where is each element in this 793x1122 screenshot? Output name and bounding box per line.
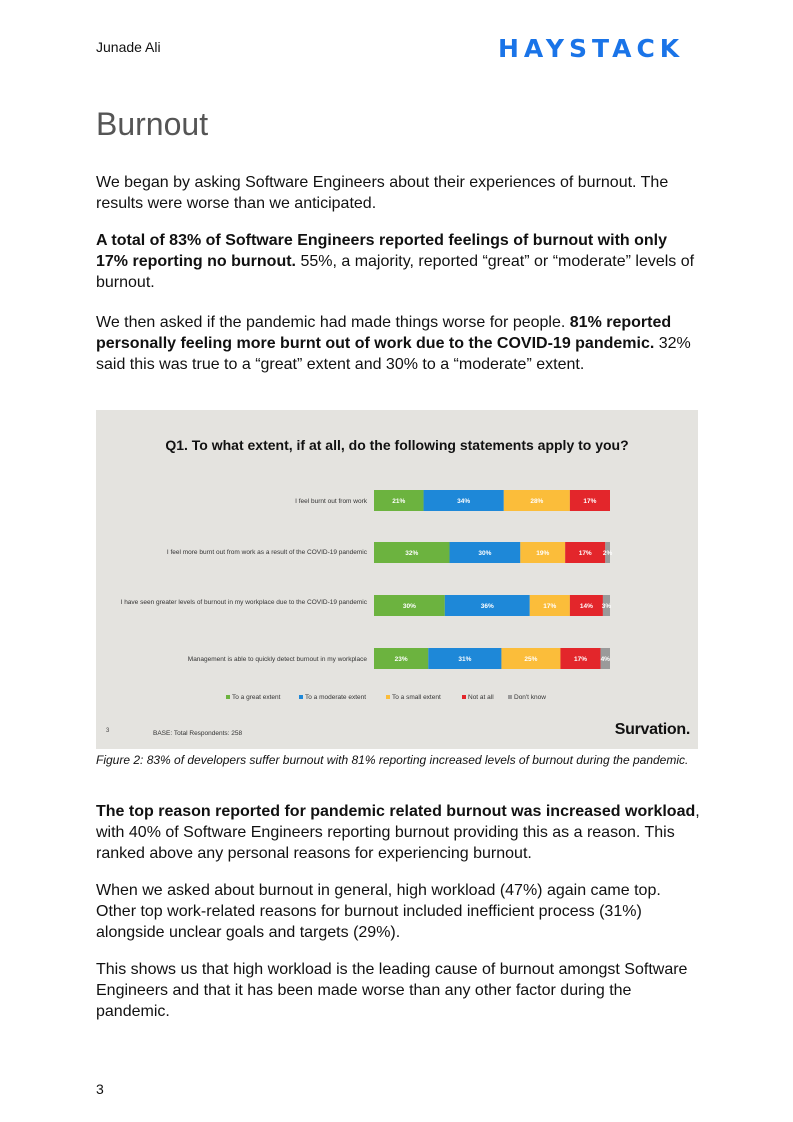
figure-caption: Figure 2: 83% of developers suffer burnout with 81% reporting increased levels of burnout during the pandemic. [96,753,689,767]
bar-value-label: 36% [480,603,494,610]
paragraph-total-bold: A total of 83% of Software Engineers reported feelings of burnout with only 17% reporting no burnout. [96,232,667,270]
bar-value-label: 2% [602,550,613,557]
paragraph-pandemic-rest: 32% said this was true to a “great” extent and 30% to a “moderate” extent. [96,335,691,373]
legend-item [462,694,494,701]
legend-label: Don't know [514,694,546,701]
paragraph-total [96,230,702,293]
page-title: Burnout [96,106,209,142]
bar-value-label: 4% [600,656,610,663]
chart-title: Q1. To what extent, if at all, do the following statements apply to you? [165,437,629,453]
base-note: BASE: Total Respondents: 258 [153,730,243,737]
paragraph-pandemic-bold: 81% reported personally feeling more burnt out of work due to the COVID-19 pandemic. [96,314,672,352]
legend-swatch [299,695,303,699]
legend-swatch [226,695,230,699]
bar-value-label: 32% [405,550,419,557]
bar-value-label: 30% [478,550,492,557]
bar-value-label: 17% [543,603,557,610]
row-label: Management is able to quickly detect burnout in my workplace [187,656,367,663]
legend-item [226,694,280,701]
legend-swatch [508,695,512,699]
page-number: 3 [96,1081,104,1097]
paragraph-conclusion: This shows us that high workload is the leading cause of burnout amongst Software Engineers and that it has been made worse than any other factor during the pandemic. [96,961,688,1020]
legend-item [508,694,546,701]
survey-figure [96,410,698,749]
legend-label: To a moderate extent [305,694,367,701]
slide-number: 3 [106,728,110,734]
bar-value-label: 25% [524,656,538,663]
legend-swatch [386,695,390,699]
bar-value-label: 21% [392,498,406,505]
paragraph-total-rest: 55%, a majority, reported “great” or “moderate” levels of burnout. [96,253,695,291]
bar-value-label: 34% [457,498,471,505]
row-label: I feel burnt out from work [295,498,367,505]
paragraph-reason [96,801,702,864]
paragraph-pandemic [96,312,702,375]
paragraph-intro: We began by asking Software Engineers about their experiences of burnout. The results were worse than we anticipated. [96,174,669,212]
row-label: I have seen greater levels of burnout in my workplace due to the COVID-19 pandemic [120,599,367,606]
bar-value-label: 14% [579,603,593,610]
bar-value-label: 3% [601,603,612,610]
legend-label: To a small extent [392,694,441,701]
legend-item [386,694,441,701]
bar-value-label: 17% [578,550,592,557]
bar-value-label: 19% [536,550,550,557]
bar-value-label: 17% [573,656,588,663]
legend-swatch [462,695,466,699]
bar-value-label: 17% [583,498,597,505]
legend-label: Not at all [468,694,494,701]
row-label: I feel more burnt out from work as a result of the COVID-19 pandemic [166,549,367,556]
paragraph-general: When we asked about burnout in general, high workload (47%) again came top. Other top work-related reasons for burnout included inefficient process (31%) alongside unclear goals and targets (29%). [96,882,661,941]
bar-value-label: 28% [530,498,544,505]
bar-value-label: 23% [394,656,408,663]
paragraph-reason-rest: , with 40% of Software Engineers reporting burnout providing this as a reason. This ranked above any personal reasons for experiencing burnout. [96,803,700,862]
haystack-logo: HAYSTACK [498,34,685,63]
paragraph-reason-bold: The top reason reported for pandemic related burnout was increased workload [96,803,696,820]
bar-value-label: 30% [402,603,416,610]
author-name: Junade Ali [96,39,161,55]
bar-value-label: 31% [458,656,472,663]
legend-item [299,694,366,701]
legend-label: To a great extent [232,694,281,701]
survation-logo: Survation. [614,721,690,738]
paragraph-pandemic-start: We then asked if the pandemic had made things worse for people. [96,314,570,331]
